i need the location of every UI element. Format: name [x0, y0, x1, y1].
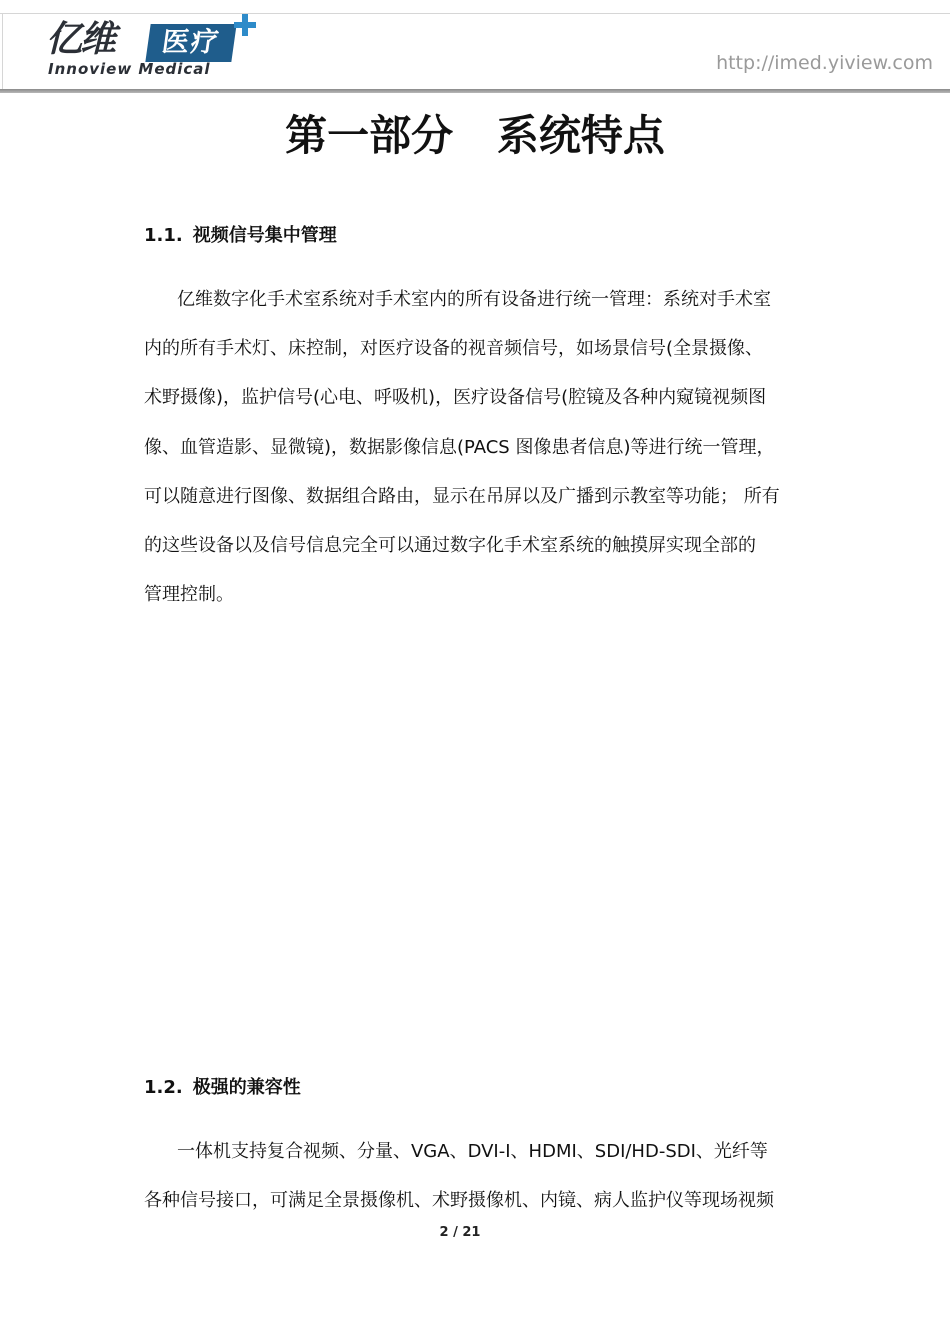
page-title: 第一部分 系统特点	[285, 111, 665, 160]
section-number: 1.1.	[144, 225, 183, 246]
paragraph-line: 像、血管造影、显微镜)，数据影像信息(PACS 图像患者信息)等进行统一管理，	[144, 436, 775, 458]
paragraph-line: 管理控制。	[144, 584, 234, 606]
page-number: 2 / 21	[439, 1225, 481, 1240]
section-heading-1-2	[144, 1076, 301, 1100]
section-heading-1-1	[144, 224, 337, 248]
logo-chinese-name: 亿维	[46, 19, 115, 60]
header-divider	[0, 89, 950, 93]
paragraph-line: 的这些设备以及信号信息完全可以通过数字化手术室系统的触摸屏实现全部的	[144, 534, 756, 556]
paragraph-line: 一体机支持复合视频、分量、VGA、DVI-I、HDMI、SDI/HD-SDI、光纤等	[177, 1141, 768, 1162]
paragraph-line: 可以随意进行图像、数据组合路由，显示在吊屏以及广播到示教室等功能； 所有	[144, 485, 780, 507]
section-title: 极强的兼容性	[192, 1077, 301, 1098]
page-header	[0, 0, 950, 93]
paragraph-line: 亿维数字化手术室系统对手术室内的所有设备进行统一管理：系统对手术室	[177, 289, 771, 310]
section-paragraph-1-1	[144, 275, 809, 619]
section-paragraph-1-2	[144, 1127, 809, 1225]
section-title: 视频信号集中管理	[192, 225, 337, 246]
logo-english-name: Innoview Medical	[48, 60, 211, 78]
header-website-url: http://imed.yiview.com	[716, 52, 933, 74]
section-number: 1.2.	[144, 1077, 183, 1098]
paragraph-line: 内的所有手术灯、床控制，对医疗设备的视音频信号，如场景信号(全景摄像、	[144, 338, 764, 360]
paragraph-line: 各种信号接口，可满足全景摄像机、术野摄像机、内镜、病人监护仪等现场视频	[144, 1190, 774, 1212]
company-logo	[46, 14, 261, 82]
paragraph-line: 术野摄像)，监护信号(心电、呼吸机)，医疗设备信号(腔镜及各种内窥镜视频图	[144, 387, 767, 409]
logo-medical-badge: 医疗	[145, 24, 236, 62]
medical-cross-icon	[232, 12, 258, 38]
header-left-border	[2, 13, 3, 89]
